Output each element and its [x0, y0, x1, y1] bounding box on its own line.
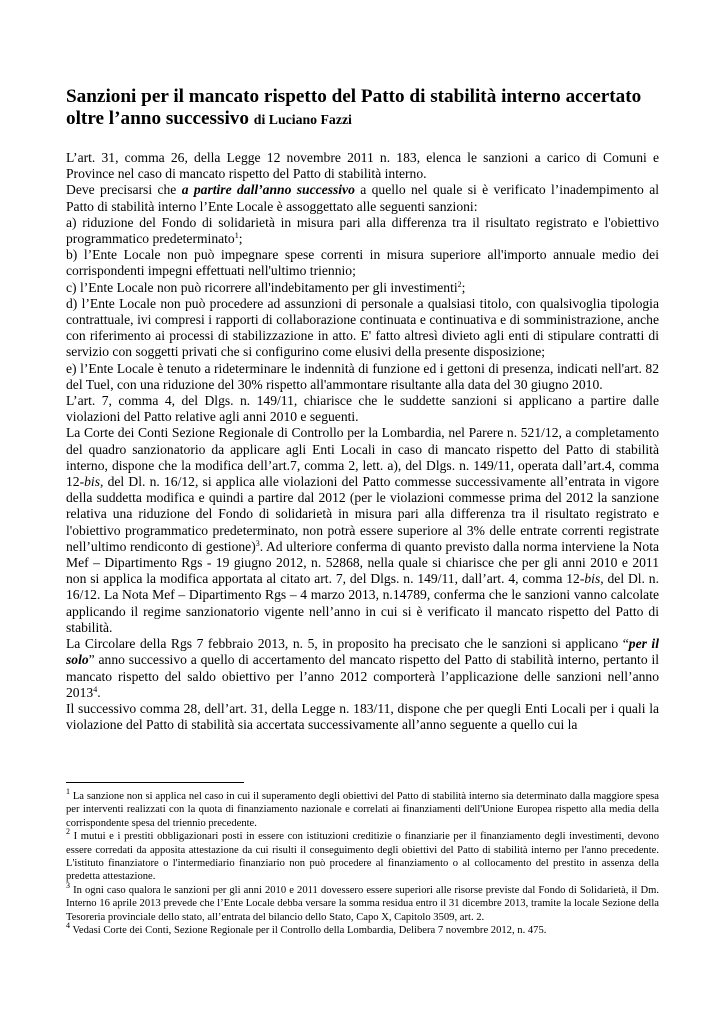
paragraph-comma-28: Il successivo comma 28, dell’art. 31, della Legge n. 183/11, dispone che per quegli Enti Locali per i quali la violazione del Patto di stabilità sia accertata successivamente all’anno seguente a quello cui la: [66, 700, 659, 733]
list-item-d: d) l’Ente Locale non può procedere ad assunzioni di personale a qualsiasi titolo, con qualsivoglia tipologia contrattuale, ivi compresi i rapporti di collaborazione continuata e continuativa e di somministrazione, anche con riferimento ai processi di stabilizzazione in atto. E' fatto altresì divieto agli enti di stipulare contratti di servizio con soggetti privati che si configurino come elusivi della presente disposizione;: [66, 295, 659, 360]
footnote-ref-3[interactable]: 3: [255, 538, 260, 548]
footnote-ref-2[interactable]: 2: [457, 279, 462, 289]
document-body: [66, 150, 659, 733]
paragraph-intro: L’art. 31, comma 26, della Legge 12 novembre 2011 n. 183, elenca le sanzioni a carico di Comuni e Province nel caso di mancato rispetto del Patto di stabilità interno.: [66, 150, 659, 182]
paragraph-corte-conti: La Corte dei Conti Sezione Regionale di Controllo per la Lombardia, nel Parere n. 521/12, a completamento del quadro sanzionatorio da applicare agli Enti Locali in caso di mancato rispetto del Patto di stabilità interno, dispone che la modifica dell’art.7, comma 2, lett. a), del Dlgs. n. 149/11, operata dall’art.4, comma 12-bis, del Dl. n. 16/12, si applica alle violazioni del Patto commesse successivamente all’entrata in vigore della suddetta modifica e quindi a partire dal 2012 (per le violazioni commesse prima del 2012 la sanzione relativa una riduzione del Fondo di solidarietà in misura pari alla differenza tra il risultato registrato e l'obiettivo programmatico predeterminato, non potrà essere superiore al 3% delle entrate correnti registrate nell’ultimo rendiconto di gestione)$^3$. Ad ulteriore conferma di quanto previsto dalla norma interviene la Nota Mef – Dipartimento Rgs - 19 giugno 2012, n. 52868, nella quale si chiarisce che per gli anni 2010 e 2011 non si applica la modifica apportata al citato art. 7, del Dlgs. n. 149/11, dall’art. 4, comma 12-bis, del Dl. n. 16/12. La Nota Mef – Dipartimento Rgs – 4 marzo 2013, n.14789, conferma che le sanzioni vanno calcolate applicando il regime sanzionatorio vigente nell’anno in cui si è verificato il mancato rispetto del Patto di stabilità.: [66, 425, 660, 635]
author-line: di Luciano Fazzi: [253, 112, 352, 127]
list-item-a: a) riduzione del Fondo di solidarietà in misura pari alla differenza tra il risultato registrato e l'obiettivo programmatico predeterminato$^1$;: [66, 214, 659, 247]
list-item-c: c) l’Ente Locale non può ricorrere all'indebitamento per gli investimenti$^2$;: [66, 279, 466, 295]
footnote-3: $^3$ In ogni caso qualora le sanzioni per gli anni 2010 e 2011 dovessero essere superiori alle risorse previste dal Fondo di Solidarietà, il Dm. Interno 16 aprile 2013 prevede che l’Ente Locale debba versare la somma residua entro il 31 dicembre 2013, tramite la locale Sezione della Tesoreria provinciale dello stato, all’entrata del bilancio dello Stato, Capo X, Capitolo 3509, art. 2.: [66, 880, 659, 923]
footnote-separator: [66, 782, 244, 783]
paragraph-dlgs-149: L’art. 7, comma 4, del Dlgs. n. 149/11, chiarisce che le suddette sanzioni si applicano a partire dalle violazioni del Patto relative agli anni 2010 e seguenti.: [66, 393, 659, 425]
footnote-4: $^4$ Vedasi Corte dei Conti, Sezione Regionale per il Controllo della Lombardia, Delibera 7 novembre 2012, n. 475.: [66, 921, 547, 937]
title-main: Sanzioni per il mancato rispetto del Patto di stabilità interno accertato oltre l’anno successivo: [66, 86, 642, 129]
footnote-2: $^2$ I mutui e i prestiti obbligazionari posti in essere con istituzioni creditizie o finanziarie per il finanziamento degli investimenti, devono essere corredati da apposita attestazione da cui risulti il conseguimento degli obiettivi del Patto di stabilità interno per l'anno precedente. L'istituto finanziatore o l'intermediario finanziario non può procedere al finanziamento o al collocamento del prestito in assenza della predetta attestazione.: [66, 827, 659, 883]
paragraph-sanctions-lead: Deve precisarsi che a partire dall’anno successivo a quello nel quale si è verificato l’inadempimento al Patto di stabilità interno l’Ente Locale è assoggettato alle seguenti sanzioni:: [66, 182, 660, 214]
footnote-ref-4[interactable]: 4: [93, 684, 98, 694]
list-item-e: e) l’Ente Locale è tenuto a rideterminare le indennità di funzione ed i gettoni di presenza, indicati nell'art. 82 del Tuel, con una riduzione del 30% rispetto all'ammontare risultante alla data del 30 giugno 2010.: [66, 360, 659, 392]
document-title: [66, 86, 666, 131]
paragraph-circolare-rgs: La Circolare della Rgs 7 febbraio 2013, n. 5, in proposito ha precisato che le sanzioni si applicano “per il solo” anno successivo a quello di accertamento del mancato rispetto del Patto di stabilità interno, pertanto il mancato rispetto del saldo obiettivo per l’anno 2012 comporterà l’applicazione delle sanzioni nell’anno 2013$^4$.: [66, 636, 659, 700]
footnote-1: $^1$ La sanzione non si applica nel caso in cui il superamento degli obiettivi del Patto di stabilità interno sia determinato dalla maggiore spesa per interventi realizzati con la quota di finanziamento nazionale e correlati ai finanziamenti dell'Unione Europea rispetto alla media della corrispondente spesa del triennio precedente.: [66, 787, 659, 829]
footnote-ref-1[interactable]: 1: [234, 231, 239, 241]
list-item-b: b) l’Ente Locale non può impegnare spese correnti in misura superiore all'importo annuale medio dei corrispondenti impegni effettuati nell'ultimo triennio;: [66, 247, 659, 279]
footnotes: [66, 787, 659, 937]
emphasis-anno-successivo: a partire dall’anno successivo: [181, 182, 355, 198]
emphasis-per-il-solo: per il solo: [66, 636, 659, 668]
